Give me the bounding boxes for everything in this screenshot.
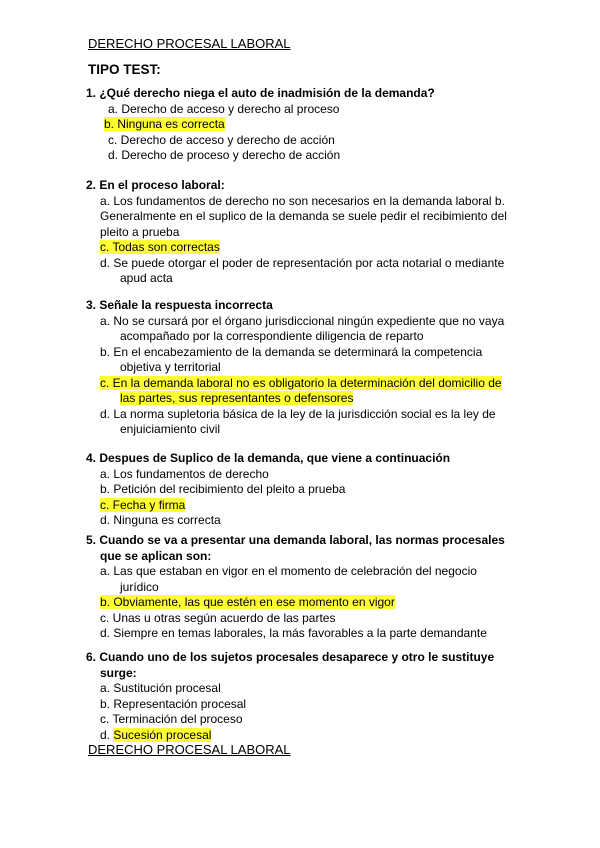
option-d: d. Derecho de proceso y derecho de acción bbox=[108, 148, 341, 162]
option-a: a. Derecho de acceso y derecho al proceso bbox=[108, 101, 340, 116]
question-4 bbox=[86, 451, 518, 529]
option-a: a. Las que estaban en vigor en el momento de celebración del negocio jurídico bbox=[100, 564, 477, 594]
option-a: a. Sustitución procesal bbox=[100, 681, 221, 695]
section-title: TIPO TEST: bbox=[88, 62, 161, 77]
question-6 bbox=[86, 650, 512, 743]
option-b: b. En el encabezamiento de la demanda se determinará la competencia objetiva y territorial bbox=[100, 344, 483, 374]
option-b: b. Petición del recibimiento del pleito a prueba bbox=[100, 482, 346, 496]
option-d: d. Se puede otorgar el poder de representación por acta notarial o mediante apud acta bbox=[100, 255, 505, 285]
option-b-correct: b. Obviamente, las que estén en ese momento en vigor bbox=[100, 595, 395, 609]
option-c: c. Derecho de acceso y derecho de acción bbox=[108, 132, 335, 147]
question-title: 3. Señale la respuesta incorrecta bbox=[86, 298, 273, 312]
option-c-correct: c. Todas son correctas bbox=[100, 240, 220, 254]
option-a: a. Los fundamentos de derecho no son necesarios en la demanda laboral b. Generalmente en el suplico de la demanda se suele pedir el recibimiento del pleito a prueba bbox=[100, 193, 507, 239]
option-d: d. Ninguna es correcta bbox=[100, 513, 221, 527]
option-c-correct: c. En la demanda laboral no es obligatorio la determinación del domicilio de las partes, sus representantes o defensores bbox=[100, 375, 502, 405]
question-title: 5. Cuando se va a presentar una demanda laboral, las normas procesales que se aplican son: bbox=[86, 533, 505, 563]
question-title: 4. Despues de Suplico de la demanda, que viene a continuación bbox=[86, 451, 451, 465]
header-title: DERECHO PROCESAL LABORAL bbox=[88, 36, 291, 51]
question-1 bbox=[86, 86, 518, 164]
question-3 bbox=[86, 298, 512, 438]
question-5 bbox=[86, 533, 512, 642]
question-title: 6. Cuando uno de los sujetos procesales desaparece y otro le sustituye surge: bbox=[86, 650, 495, 680]
question-title: 1. ¿Qué derecho niega el auto de inadmisión de la demanda? bbox=[86, 86, 435, 100]
option-c: c. Terminación del proceso bbox=[100, 712, 243, 726]
option-d: d. Siempre en temas laborales, la más favorables a la parte demandante bbox=[100, 626, 487, 640]
footer-title: DERECHO PROCESAL LABORAL bbox=[88, 742, 291, 757]
option-d-correct: Sucesión procesal bbox=[113, 727, 212, 742]
option-d: d. La norma supletoria básica de la ley de la jurisdicción social es la ley de enjuiciamiento civil bbox=[100, 406, 496, 436]
option-a: a. Los fundamentos de derecho bbox=[100, 466, 269, 481]
option-c: c. Unas u otras según acuerdo de las partes bbox=[100, 610, 336, 625]
question-title: 2. En el proceso laboral: bbox=[86, 178, 225, 192]
option-a: a. No se cursará por el órgano jurisdiccional ningún expediente que no vaya acompañado por la correspondiente diligencia de reparto bbox=[100, 313, 505, 343]
option-b-correct: b. Ninguna es correcta bbox=[104, 117, 225, 131]
option-d-prefix: d. bbox=[100, 727, 111, 742]
question-2 bbox=[86, 178, 512, 287]
option-b: b. Representación procesal bbox=[100, 696, 247, 711]
option-c-correct: c. Fecha y firma bbox=[100, 497, 186, 512]
